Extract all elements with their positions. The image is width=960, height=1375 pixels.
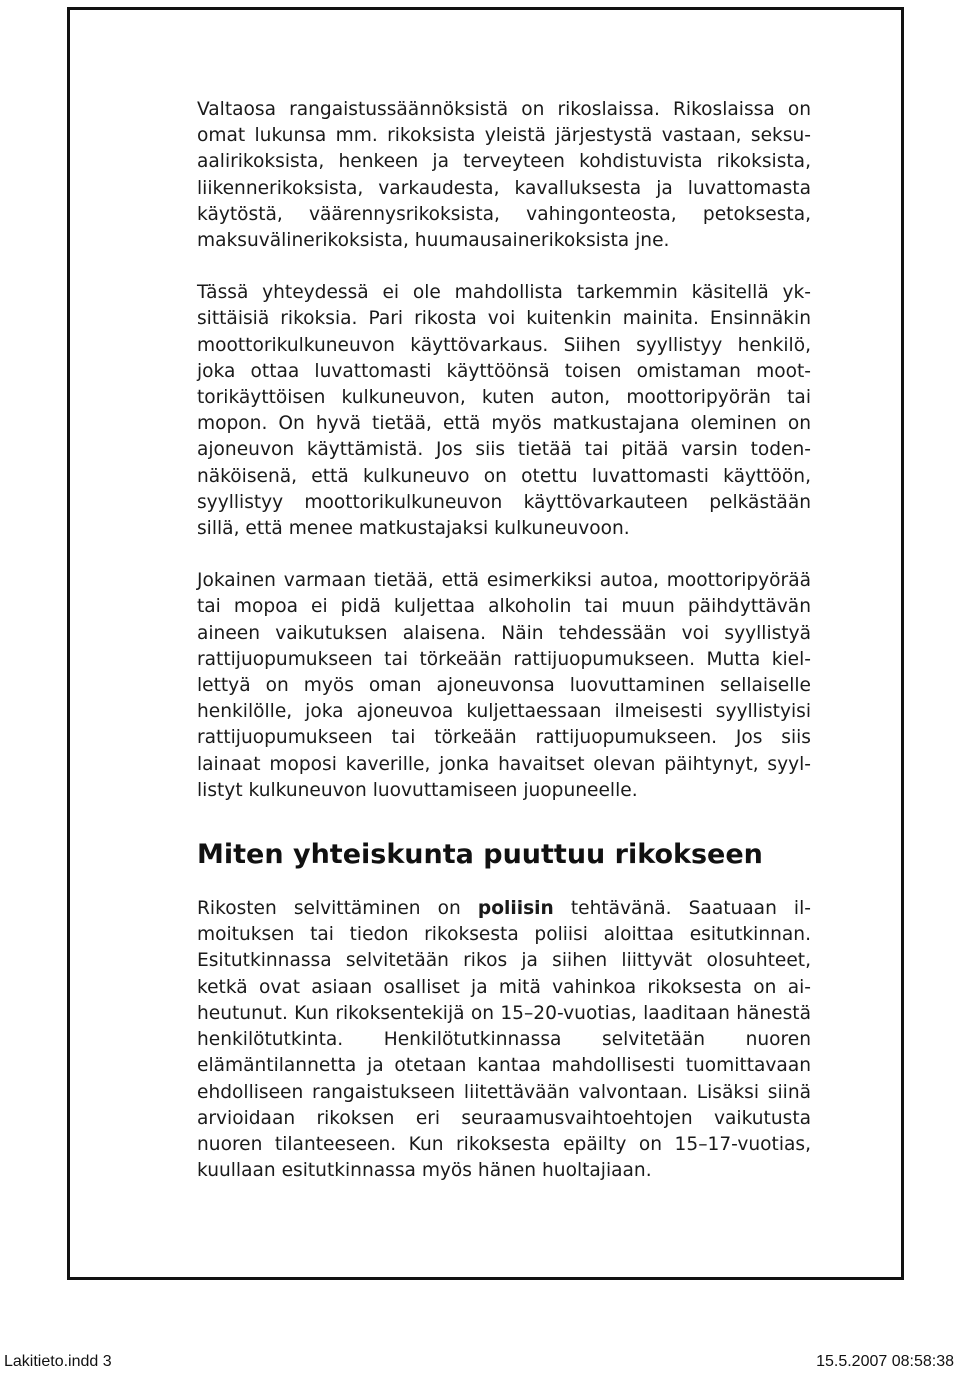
paragraph-drunk-driving: Jokainen varmaan tietää, että esimerkiksi autoa, moottoripyörää tai mopoa ei pidä kuljettaa alkoholin tai muun päihdyttävän aineen vaikutuksen alaisena. Näin tehdessään voi syyllistyä rattijuopumukseen tai törkeään rattijuopumukseen. Mutta kiellettyä on myös oman ajoneuvonsa luovuttaminen sellaiselle henkilölle, joka ajoneuvoa kuljettaessaan ilmeisesti syyllistyisi rattijuopumukseen tai törkeään rattijuopumukseen. Jos siis lainaat moposi kaverille, jonka havaitset olevan päihtynyt, syyllistyt kulkuneuvon luovuttamiseen juopuneelle. — [197, 570, 811, 801]
document-body — [197, 97, 811, 1184]
paragraph-text-start: Rikosten selvittäminen on — [197, 898, 478, 920]
paragraph-criminal-code: Valtaosa rangaistussäännöksistä on rikoslaissa. Rikoslaissa on omat lukunsa mm. rikoksista yleistä järjestystä vastaan, seksuaalirikoksista, henkeen ja terveyteen kohdistuvista rikoksista, liikennerikoksista, varkaudesta, kavalluksesta ja luvattomasta käytöstä, väärennysrikoksista, vahingonteosta, petoksesta, maksuvälinerikoksista, huumausainerikoksista jne. — [197, 99, 811, 252]
section-heading: Miten yhteiskunta puuttuu rikokseen — [197, 839, 763, 871]
emphasis-police: poliisin — [477, 898, 554, 920]
footer-timestamp: 15.5.2007 08:58:38 — [816, 1353, 954, 1370]
footer-filename: Lakitieto.indd 3 — [4, 1353, 112, 1370]
paragraph-vehicle-theft: Tässä yhteydessä ei ole mahdollista tarkemmin käsitellä yksittäisiä rikoksia. Pari rikosta voi kuitenkin mainita. Ensinnäkin moottorikulkuneuvon käyttövarkaus. Siihen syyllistyy henkilö, joka ottaa luvattomasti käyttöönsä toisen omistaman moottorikäyttöisen kulkuneuvon, kuten auton, moottoripyörän tai mopon. On hyvä tietää, että myös matkustajana oleminen on ajoneuvon käyttämistä. Jos siis tietää tai pitää varsin todennäköisenä, että kulkuneuvo on otettu luvattomasti käyttöön, syyllistyy moottorikulkuneuvon käyttövarkauteen pelkästään sillä, että menee matkustajaksi kulkuneuvoon. — [197, 282, 811, 540]
paragraph-text-rest: tehtävänä. Saatuaan ilmoituksen tai tiedon rikoksesta poliisi aloittaa esitutkinnan. Esitutkinnassa selvitetään rikos ja siihen liittyvät olosuhteet, ketkä ovat asiaan osalliset ja mitä vahinkoa rikoksesta on aiheutunut. Kun rikoksentekijä on 15–20-vuotias, laaditaan hänestä henkilötutkinta. Henkilötutkinnassa selvitetään nuoren elämäntilannetta ja otetaan kantaa mahdollisesti tuomittavaan ehdolliseen rangaistukseen liitettävään valvontaan. Lisäksi siinä arvioidaan rikoksen eri seuraamusvaihtoehtojen vaikutusta nuoren tilanteeseen. Kun rikoksesta epäilty on 15–17-vuotias, kuullaan esitutkinnassa myös hänen huoltajiaan. — [197, 898, 811, 1182]
paragraph-police-investigation — [197, 896, 811, 1184]
